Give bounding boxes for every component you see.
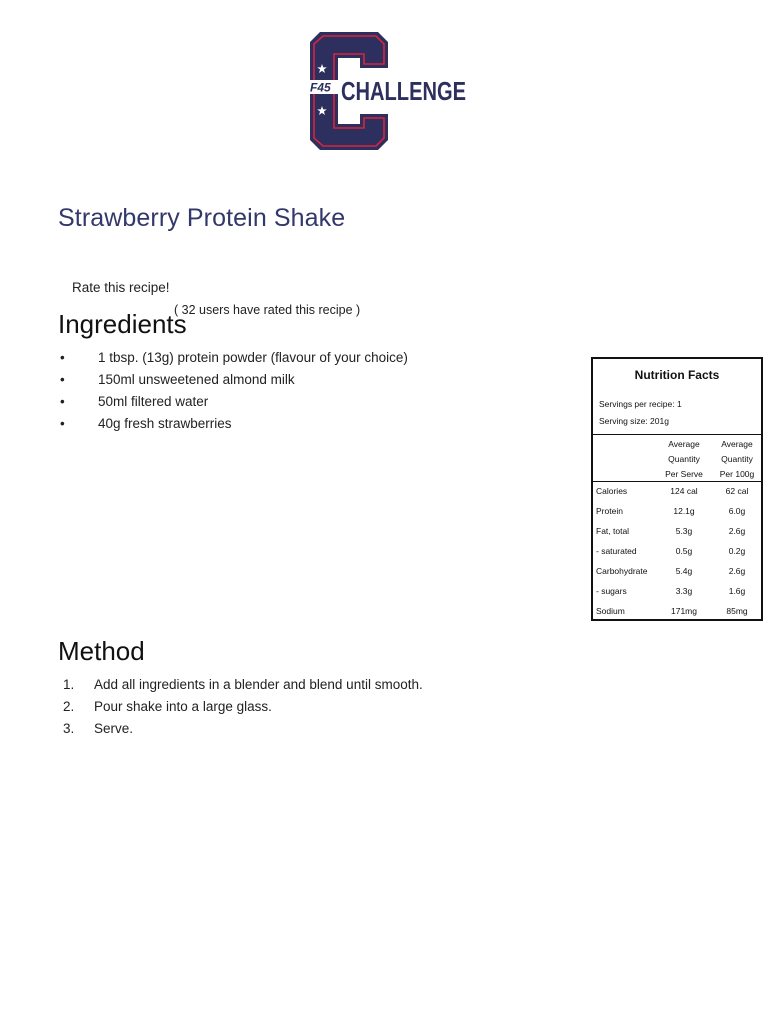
table-row <box>593 581 761 601</box>
svg-text:CHALLENGE: CHALLENGE <box>341 76 466 106</box>
f45-challenge-logo <box>308 30 468 152</box>
ingredients-heading: Ingredients <box>58 309 187 339</box>
per-100g-value: 1.6g <box>728 586 746 596</box>
ingredient-text: 40g fresh strawberries <box>98 416 232 431</box>
table-row <box>593 481 761 501</box>
step-text: Add all ingredients in a blender and blend until smooth. <box>94 677 423 692</box>
ingredient-text: 150ml unsweetened almond milk <box>98 372 295 387</box>
svg-text:F45: F45 <box>310 80 331 95</box>
per-100g-value: 62 cal <box>725 486 749 496</box>
per-100g-value: 6.0g <box>728 506 746 516</box>
per-100g-value: 2.6g <box>728 566 746 576</box>
divider <box>593 434 761 435</box>
servings-per-recipe: Servings per recipe: 1 <box>599 399 682 409</box>
rating-count: ( 32 users have rated this recipe ) <box>174 303 361 317</box>
per-serve-value: 5.3g <box>675 526 693 536</box>
ingredient-text: 1 tbsp. (13g) protein powder (flavour of your choice) <box>98 350 408 365</box>
per-serve-value: 0.5g <box>675 546 693 556</box>
serving-size: Serving size: 201g <box>599 416 669 426</box>
table-row <box>593 501 761 521</box>
nutrient-label: Fat, total <box>596 526 630 536</box>
recipe-title: Strawberry Protein Shake <box>58 204 346 232</box>
per-100g-value: 85mg <box>726 606 748 616</box>
nutrient-label: Calories <box>596 486 628 496</box>
rate-recipe-prompt[interactable]: Rate this recipe! <box>72 280 170 295</box>
column-header-per-100g: Average Quantity Per 100g <box>719 439 755 479</box>
per-serve-value: 12.1g <box>673 506 695 516</box>
per-serve-value: 5.4g <box>675 566 693 576</box>
per-serve-value: 124 cal <box>670 486 698 496</box>
table-row <box>593 541 761 561</box>
nutrient-label: - sugars <box>596 586 627 596</box>
table-row <box>593 521 761 541</box>
column-header-per-serve: Average Quantity Per Serve <box>665 439 703 479</box>
nutrient-label: - saturated <box>596 546 637 556</box>
step-text: Pour shake into a large glass. <box>94 699 272 714</box>
method-heading: Method <box>58 636 145 666</box>
step-number: 3. <box>63 721 75 736</box>
per-serve-value: 171mg <box>671 606 697 616</box>
step-number: 2. <box>63 699 75 714</box>
per-100g-value: 0.2g <box>728 546 746 556</box>
table-row <box>593 561 761 581</box>
step-number: 1. <box>63 677 75 692</box>
nutrient-label: Protein <box>596 506 623 516</box>
step-text: Serve. <box>94 721 134 736</box>
per-serve-value: 3.3g <box>675 586 693 596</box>
ingredient-text: 50ml filtered water <box>98 394 209 409</box>
nutrition-facts-table <box>591 357 763 621</box>
nutrient-label: Carbohydrate <box>596 566 648 576</box>
table-row <box>593 601 761 621</box>
nutrition-title: Nutrition Facts <box>634 368 720 382</box>
per-100g-value: 2.6g <box>728 526 746 536</box>
nutrient-label: Sodium <box>596 606 625 616</box>
